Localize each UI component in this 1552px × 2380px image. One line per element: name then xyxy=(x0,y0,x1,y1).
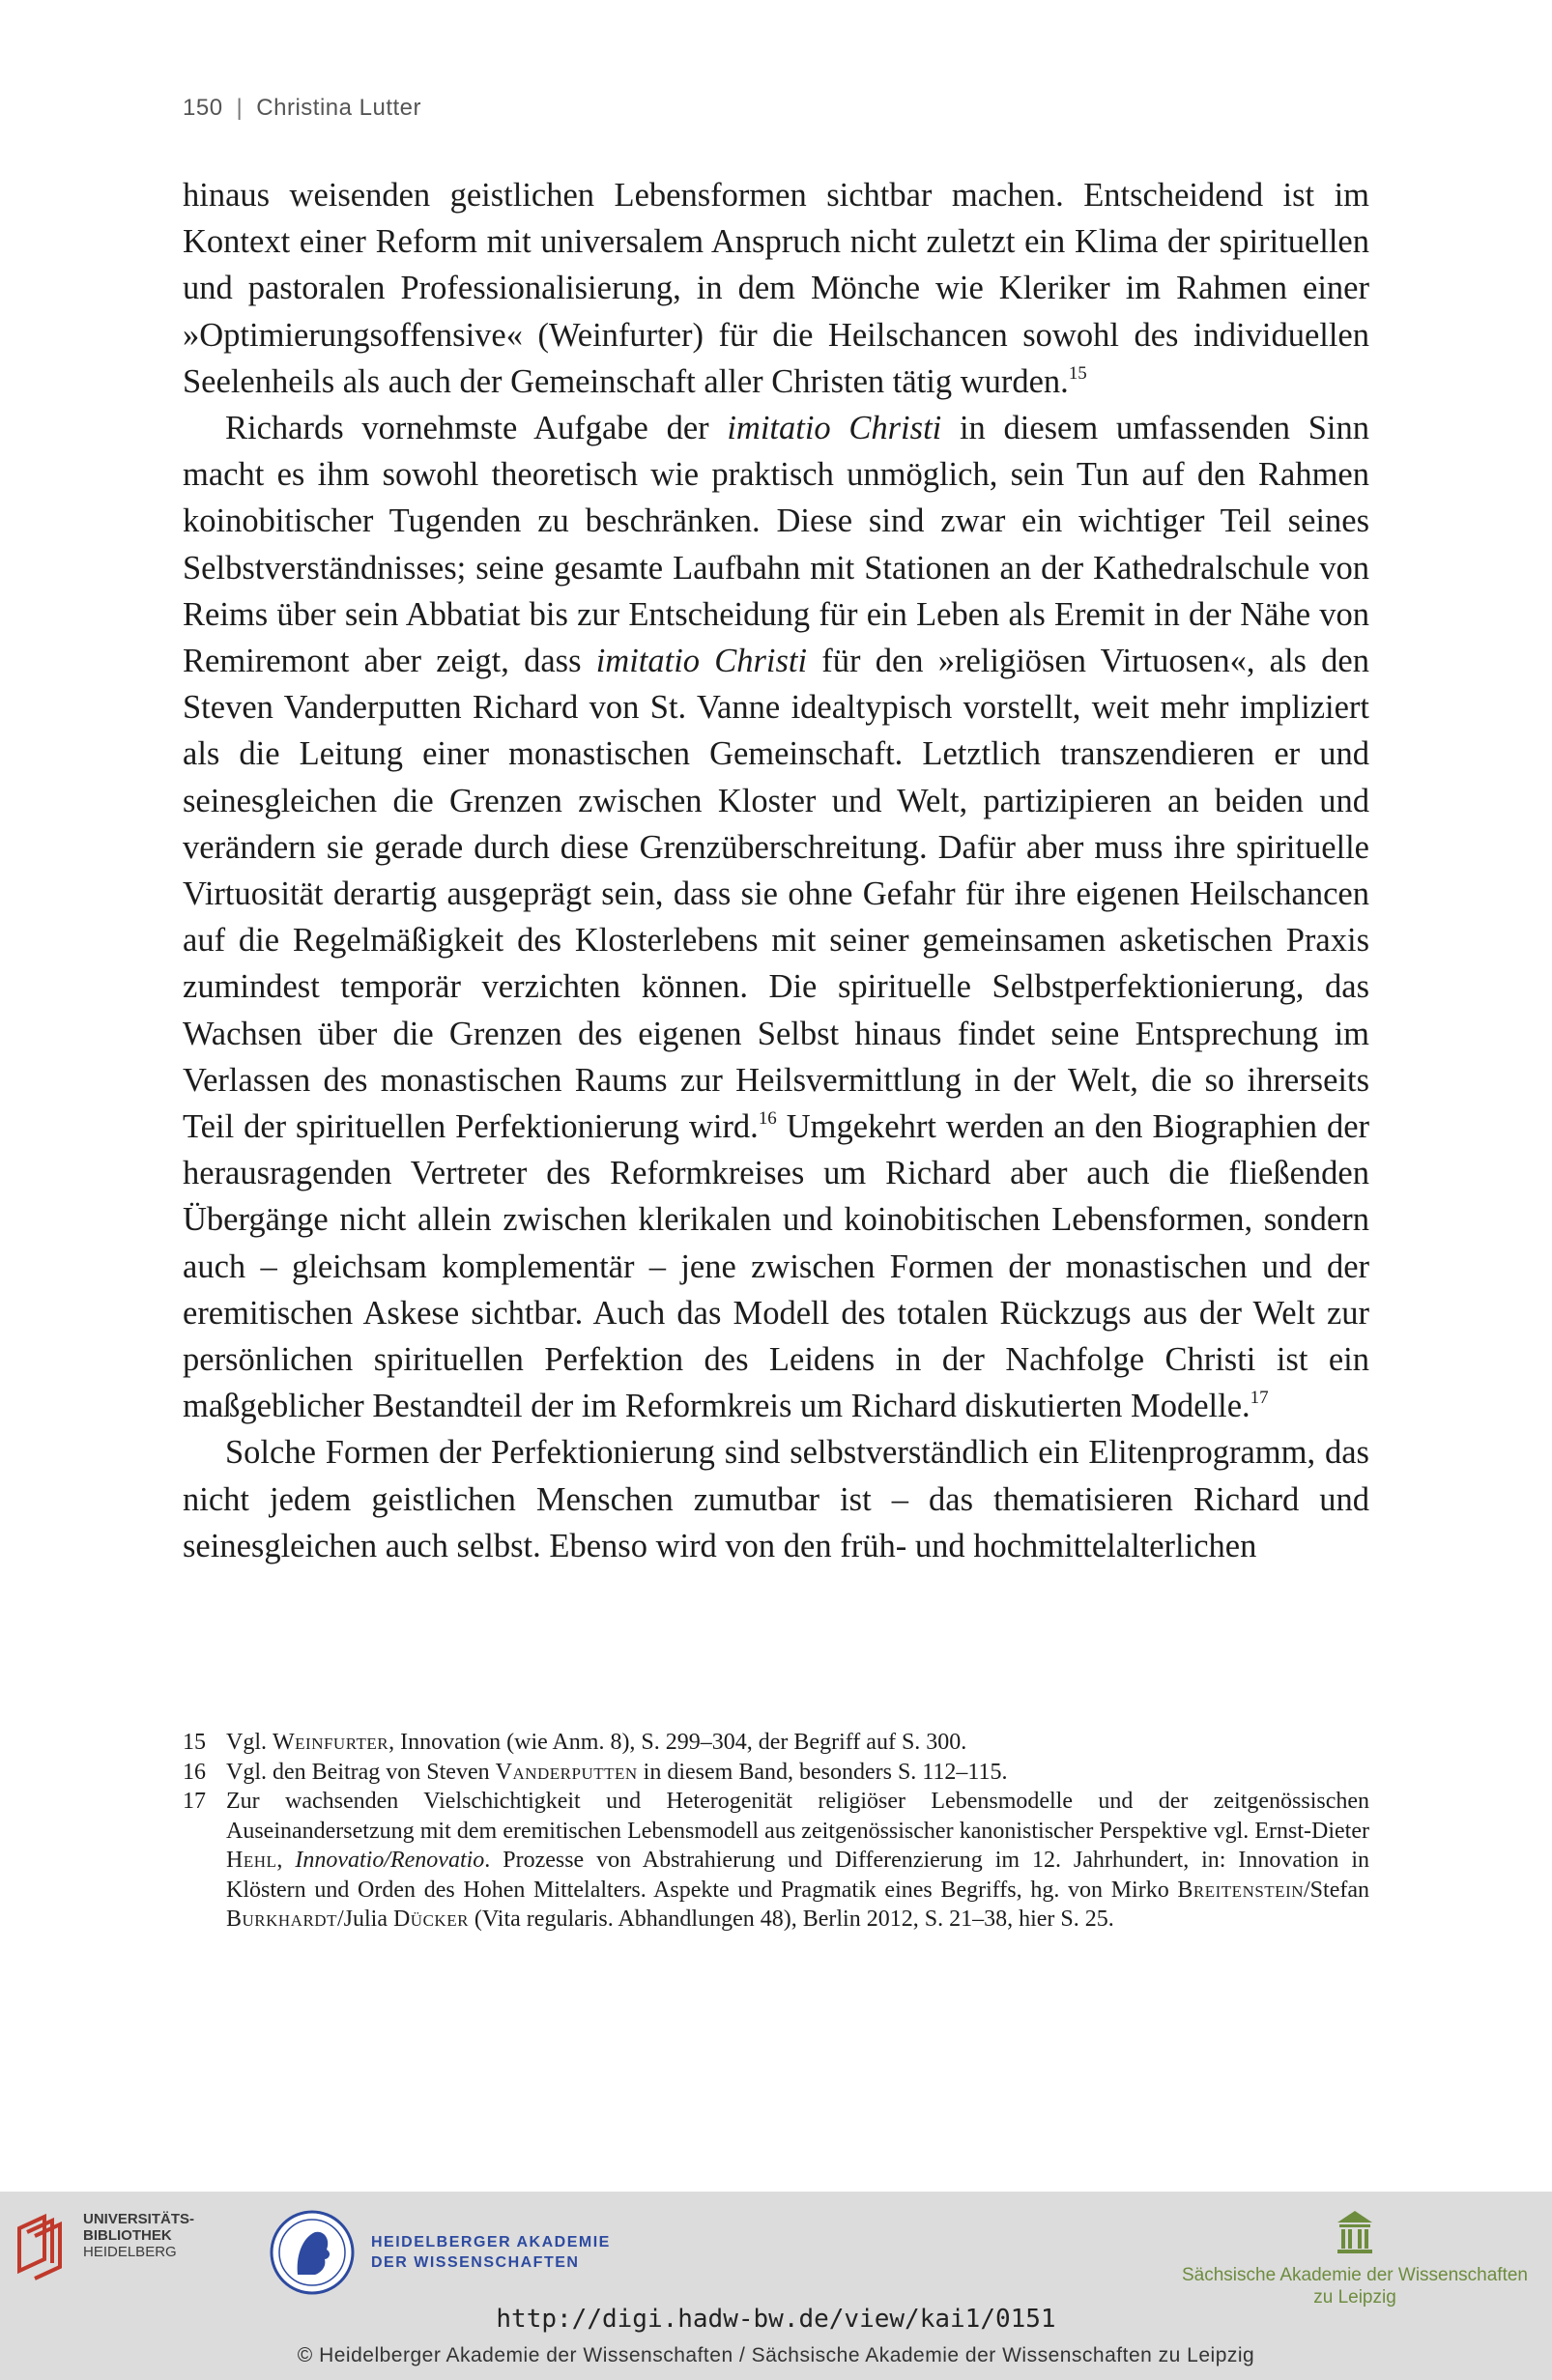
author-name: Dücker xyxy=(392,1907,469,1932)
saw-leipzig-logo[interactable] xyxy=(1181,2211,1529,2308)
ub-line-2: BIBLIOTHEK xyxy=(83,2227,172,2244)
author-name: Breitenstein xyxy=(1177,1877,1305,1903)
ub-heidelberg-wordmark xyxy=(83,2211,194,2260)
footnote-17 xyxy=(183,1787,1369,1935)
footnote-segment: , xyxy=(276,1848,296,1873)
footnote-text xyxy=(226,1758,1369,1788)
ub-line-3: HEIDELBERG xyxy=(83,2244,177,2260)
footnote-number: 17 xyxy=(183,1789,206,1814)
footnote-text xyxy=(226,1728,1369,1758)
had-medallion-icon xyxy=(269,2209,356,2296)
footnote-segment: Vgl. xyxy=(226,1730,273,1755)
paragraph-3 xyxy=(183,1429,1369,1569)
paragraph-text: Solche Formen der Perfektionierung sind selbstverständlich ein Elitenprogramm, das nicht jedem geistlichen Menschen zumutbar ist – das thematisieren Richard und seinesgleichen auch selbst. Ebenso wird von den früh- und hochmittelalterlichen xyxy=(183,1434,1369,1564)
italic-title: Innovatio/Renovatio xyxy=(295,1848,485,1873)
footnote-segment: /Julia xyxy=(336,1907,393,1932)
paragraph-2 xyxy=(183,405,1369,1429)
footnote-15 xyxy=(183,1728,1369,1758)
paragraph-text: hinaus weisenden geistlichen Lebensformen sichtbar machen. Entscheidend ist im Kontext einer Reform mit universalem Anspruch nicht zuletzt ein Klima der spirituellen und pastoralen Professionalisierung, in dem Mönche wie Kleriker im Rahmen einer »Optimierungsoffensive« (Weinfurter) für die Heilschancen sowohl des individuellen Seelenheils als auch der Gemeinschaft aller Christen tätig wurden. xyxy=(183,177,1369,400)
ub-line-1: UNIVERSITÄTS- xyxy=(83,2211,195,2227)
permalink-url[interactable]: http://digi.hadw-bw.de/view/kai1/0151 xyxy=(496,2305,1056,2334)
footnote-text xyxy=(226,1787,1369,1935)
footnote-number: 15 xyxy=(183,1730,206,1755)
author-name: Hehl xyxy=(226,1848,277,1873)
saw-building-icon xyxy=(1337,2211,1372,2253)
paragraph-text: Richards vornehmste Aufgabe der xyxy=(225,410,728,447)
footnotes xyxy=(183,1728,1369,1935)
saw-line-1: Sächsische Akademie der Wissenschaften xyxy=(1181,2265,1528,2285)
italic-term: imitatio Christi xyxy=(727,410,942,447)
running-header-author: Christina Lutter xyxy=(256,95,422,121)
ub-heidelberg-logo[interactable] xyxy=(15,2211,194,2280)
footnote-segment: Vgl. den Beitrag von Steven xyxy=(226,1759,496,1785)
paragraph-text: in diesem umfassenden Sinn macht es ihm sowohl theoretisch wie praktisch unmöglich, sein Tun auf den Rahmen koinobitischer Tugenden zu beschränken. Diese sind zwar ein wichtiger Teil seines Selbstverständnisses; seine gesamte Laufbahn mit Stationen an der Kathedralschule von Reims über sein Abbatiat bis zur Entscheidung für ein Leben als Eremit in der Nähe von Remiremont aber zeigt, dass xyxy=(183,410,1369,680)
author-name: Burkhardt xyxy=(226,1907,337,1932)
copyright-notice: © Heidelberger Akademie der Wissenschaften / Sächsische Akademie der Wissenschaften zu Leipzig xyxy=(297,2344,1255,2366)
paragraph-text: für den »religiösen Virtuosen«, als den Steven Vanderputten Richard von St. Vanne idealtypisch vorstellt, weit mehr impliziert als die Leitung einer monastischen Gemeinschaft. Letztlich transzendieren er und seinesgleichen die Grenzen zwischen Kloster und Welt, partizipieren an beiden und verändern sie gerade durch diese Grenzüberschreitung. Dafür aber muss ihre spirituelle Virtuosität derartig ausgeprägt sein, dass sie ohne Gefahr für ihre eigenen Heilschancen auf die Regelmäßigkeit des Klosterlebens mit seiner gemeinsamen asketischen Praxis zumindest temporär verzichten können. Die spirituelle Selbstperfektionierung, das Wachsen über die Grenzen des eigenen Selbst hinaus findet seine Entsprechung im Verlassen des monastischen Raums zur Heilsvermittlung in der Welt, die so ihrerseits Teil der spirituellen Perfektionierung wird. xyxy=(183,643,1369,1146)
italic-term: imitatio Christi xyxy=(595,643,808,680)
ub-heidelberg-logo-icon xyxy=(15,2211,75,2280)
had-line-2: DER WISSENSCHAFTEN xyxy=(371,2254,580,2271)
footnote-segment: , Innovation (wie Anm. 8), S. 299–304, der Begriff auf S. 300. xyxy=(388,1730,967,1755)
header-separator: | xyxy=(236,95,244,121)
had-line-1: HEIDELBERGER AKADEMIE xyxy=(371,2234,611,2251)
main-text xyxy=(183,172,1369,1569)
footnote-segment: Zur wachsenden Vielschichtigkeit und Heterogenität religiöser Lebensmodelle und der zeitgenössischen Auseinandersetzung mit dem eremitischen Lebensmodell aus zeitgenössischer kanonistischer Perspektive vgl. Ernst-Dieter xyxy=(226,1789,1369,1844)
paragraph-1 xyxy=(183,172,1369,405)
running-header xyxy=(183,95,421,122)
footnote-segment: in diesem Band, besonders S. 112–115. xyxy=(637,1759,1008,1785)
footnote-number: 16 xyxy=(183,1759,206,1785)
saw-line-2: zu Leipzig xyxy=(1313,2287,1396,2308)
paragraph-text: Umgekehrt werden an den Biographien der herausragenden Vertreter des Reformkreises um Richard aber auch die fließenden Übergänge nicht allein zwischen klerikalen und koinobitischen Lebensformen, sondern auch – gleichsam komplementär – jene zwischen Formen der monastischen und der eremitischen Askese sichtbar. Auch das Modell des totalen Rückzugs aus der Welt zur persönlichen spirituellen Perfektion des Leidens in der Nachfolge Christi ist ein maßgeblicher Bestandteil der im Reformkreis um Richard diskutierten Modelle. xyxy=(183,1108,1369,1425)
had-wordmark xyxy=(371,2232,611,2273)
saw-wordmark xyxy=(1181,2264,1529,2308)
footnote-segment: (Vita regularis. Abhandlungen 48), Berlin 2012, S. 21–38, hier S. 25. xyxy=(468,1907,1114,1932)
had-logo[interactable] xyxy=(269,2209,611,2296)
footnote-ref-17[interactable]: 17 xyxy=(1250,1388,1269,1409)
author-name: Weinfurter xyxy=(273,1730,389,1755)
footnote-ref-15[interactable]: 15 xyxy=(1068,362,1087,384)
footnote-segment: . Prozesse von Abstrahierung und Differenzierung im 12. Jahrhundert, in: Innovation in Klöstern und Orden des Hohen Mittelalters. Aspekte und Pragmatik eines Begriffs, hg. von Mirko xyxy=(226,1848,1370,1903)
author-name: Vanderputten xyxy=(495,1759,638,1785)
digitization-footer xyxy=(0,2192,1552,2380)
footnote-ref-16[interactable]: 16 xyxy=(758,1107,777,1129)
footnote-segment: /Stefan xyxy=(1304,1877,1369,1903)
footnote-16 xyxy=(183,1758,1369,1788)
page-number: 150 xyxy=(183,95,223,121)
